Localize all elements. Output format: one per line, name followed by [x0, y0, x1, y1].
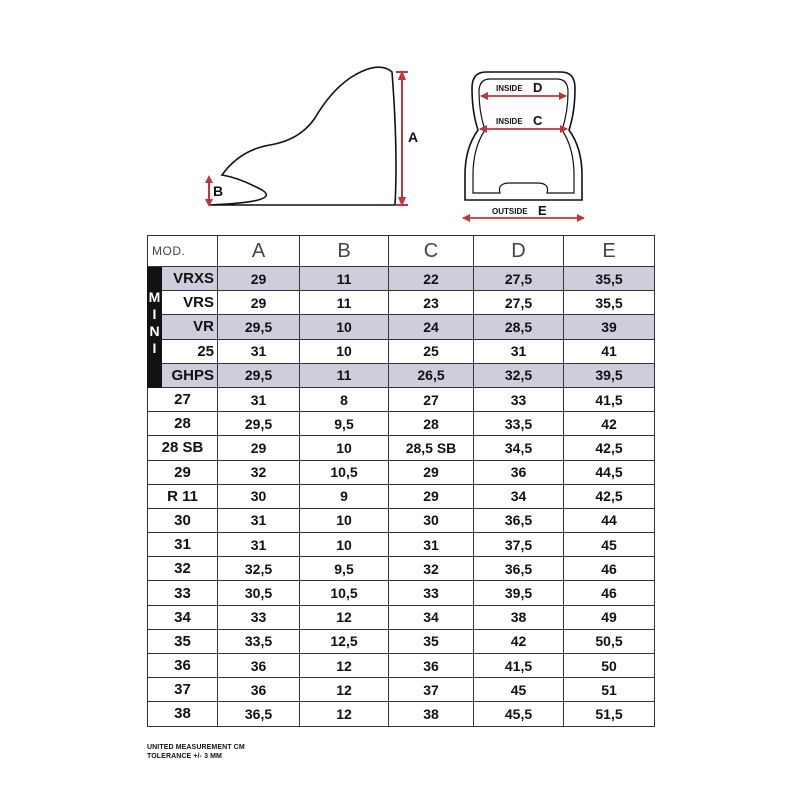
table-row [148, 412, 655, 436]
cell-a: 36,5 [218, 702, 300, 726]
table-row [148, 339, 655, 363]
table-row [148, 678, 655, 702]
cell-b: 11 [300, 267, 389, 291]
table-row [148, 533, 655, 557]
cell-a: 33,5 [218, 629, 300, 653]
cell-mod: 38 [148, 702, 218, 726]
cell-a: 31 [218, 508, 300, 532]
cell-e: 49 [564, 605, 655, 629]
cell-d: 45,5 [474, 702, 564, 726]
cell-d: 41,5 [474, 654, 564, 678]
cell-e: 42,5 [564, 484, 655, 508]
mini-group-letter: I [152, 340, 157, 356]
cell-d: 39,5 [474, 581, 564, 605]
cell-e: 42 [564, 412, 655, 436]
cell-b: 12 [300, 702, 389, 726]
cell-mod: 27 [148, 387, 218, 411]
dimension-e-prefix: OUTSIDE [492, 207, 528, 216]
table-row [148, 436, 655, 460]
cell-mod: 33 [148, 581, 218, 605]
cell-e: 41,5 [564, 387, 655, 411]
cell-d: 42 [474, 629, 564, 653]
cell-c: 34 [389, 605, 474, 629]
cell-e: 35,5 [564, 291, 655, 315]
cell-mod: 25 [162, 339, 218, 363]
cell-d: 28,5 [474, 315, 564, 339]
seat-side-outline [210, 67, 396, 205]
cell-e: 44 [564, 508, 655, 532]
table-row [148, 508, 655, 532]
cell-a: 31 [218, 533, 300, 557]
cell-e: 39 [564, 315, 655, 339]
cell-e: 46 [564, 557, 655, 581]
table-row [148, 484, 655, 508]
header-d: D [474, 236, 564, 267]
mini-group-letter: N [149, 323, 160, 339]
dimension-d-label: D [533, 80, 543, 95]
cell-c: 30 [389, 508, 474, 532]
header-c: C [389, 236, 474, 267]
seat-size-table [147, 235, 655, 727]
cell-b: 11 [300, 363, 389, 387]
dimension-c-prefix: INSIDE [496, 117, 523, 126]
cell-d: 33 [474, 387, 564, 411]
cell-d: 32,5 [474, 363, 564, 387]
cell-c: 31 [389, 533, 474, 557]
cell-b: 12,5 [300, 629, 389, 653]
header-a: A [218, 236, 300, 267]
cell-d: 38 [474, 605, 564, 629]
cell-mod: VRXS [162, 267, 218, 291]
cell-mod: 31 [148, 533, 218, 557]
cell-d: 34 [474, 484, 564, 508]
dimension-e-label: E [538, 203, 547, 218]
cell-d: 27,5 [474, 291, 564, 315]
table-row [148, 315, 655, 339]
cell-mod: 28 [148, 412, 218, 436]
footnote [147, 743, 245, 761]
cell-e: 44,5 [564, 460, 655, 484]
seat-diagrams [0, 0, 800, 230]
cell-b: 9 [300, 484, 389, 508]
side-view-diagram [205, 67, 418, 207]
cell-a: 30 [218, 484, 300, 508]
mini-group-letter: I [152, 306, 157, 322]
cell-b: 9,5 [300, 557, 389, 581]
cell-b: 10 [300, 533, 389, 557]
table-row [148, 291, 655, 315]
mini-group-letter: M [148, 289, 161, 305]
cell-b: 9,5 [300, 412, 389, 436]
cell-b: 10 [300, 315, 389, 339]
header-e: E [564, 236, 655, 267]
cell-c: 28 [389, 412, 474, 436]
dimension-a-label: A [408, 129, 419, 145]
table-row [148, 557, 655, 581]
cell-mod: 32 [148, 557, 218, 581]
cell-c: 22 [389, 267, 474, 291]
cell-c: 29 [389, 484, 474, 508]
cell-b: 12 [300, 605, 389, 629]
cell-c: 33 [389, 581, 474, 605]
front-view-diagram [462, 72, 585, 222]
dimension-d-prefix: INSIDE [496, 84, 523, 93]
table-row [148, 460, 655, 484]
cell-mod: 30 [148, 508, 218, 532]
cell-c: 38 [389, 702, 474, 726]
cell-mod: 37 [148, 678, 218, 702]
cell-a: 29,5 [218, 363, 300, 387]
cell-c: 35 [389, 629, 474, 653]
cell-e: 51 [564, 678, 655, 702]
cell-mod: 29 [148, 460, 218, 484]
cell-a: 36 [218, 654, 300, 678]
table-row [148, 581, 655, 605]
cell-c: 24 [389, 315, 474, 339]
cell-b: 10 [300, 339, 389, 363]
cell-d: 31 [474, 339, 564, 363]
cell-c: 27 [389, 387, 474, 411]
dimension-b-label: B [213, 183, 224, 199]
cell-d: 36,5 [474, 557, 564, 581]
dimension-d-arrow-right [559, 92, 567, 100]
cell-e: 51,5 [564, 702, 655, 726]
cell-mod: VRS [162, 291, 218, 315]
table-row [148, 267, 655, 291]
cell-c: 23 [389, 291, 474, 315]
table-row [148, 387, 655, 411]
cell-c: 28,5 SB [389, 436, 474, 460]
cell-b: 11 [300, 291, 389, 315]
cell-b: 10,5 [300, 581, 389, 605]
cell-d: 36,5 [474, 508, 564, 532]
cell-e: 45 [564, 533, 655, 557]
table-row [148, 605, 655, 629]
cell-d: 34,5 [474, 436, 564, 460]
cell-a: 29 [218, 436, 300, 460]
table-row [148, 363, 655, 387]
cell-d: 45 [474, 678, 564, 702]
header-b: B [300, 236, 389, 267]
table-row [148, 629, 655, 653]
cell-e: 50 [564, 654, 655, 678]
cell-c: 29 [389, 460, 474, 484]
cell-e: 39,5 [564, 363, 655, 387]
dimension-c-arrow-right [560, 125, 568, 133]
cell-c: 25 [389, 339, 474, 363]
cell-d: 37,5 [474, 533, 564, 557]
cell-a: 30,5 [218, 581, 300, 605]
table-row [148, 702, 655, 726]
table-body [148, 267, 655, 727]
footnote-tolerance: TOLERANCE +/- 3 MM [147, 753, 222, 760]
header-mod: MOD. [148, 236, 218, 267]
cell-c: 36 [389, 654, 474, 678]
cell-b: 8 [300, 387, 389, 411]
cell-a: 31 [218, 339, 300, 363]
cell-b: 10 [300, 508, 389, 532]
cell-a: 29 [218, 291, 300, 315]
dimension-b-arrow-top [205, 175, 213, 183]
cell-a: 29 [218, 267, 300, 291]
cell-e: 50,5 [564, 629, 655, 653]
dimension-e-arrow-left [462, 214, 470, 222]
cell-a: 29,5 [218, 412, 300, 436]
cell-c: 37 [389, 678, 474, 702]
dimension-e-arrow-right [577, 214, 585, 222]
cell-mod: GHPS [162, 363, 218, 387]
cell-d: 36 [474, 460, 564, 484]
cell-e: 35,5 [564, 267, 655, 291]
dimension-c-arrow-left [479, 125, 487, 133]
cell-a: 29,5 [218, 315, 300, 339]
table-header-row [148, 236, 655, 267]
cell-e: 41 [564, 339, 655, 363]
cell-b: 12 [300, 678, 389, 702]
dimension-c-label: C [533, 113, 543, 128]
cell-mod: 35 [148, 629, 218, 653]
dimension-d-arrow-left [480, 92, 488, 100]
cell-mod: 34 [148, 605, 218, 629]
cell-b: 10 [300, 436, 389, 460]
cell-mod: 28 SB [148, 436, 218, 460]
cell-c: 26,5 [389, 363, 474, 387]
cell-a: 32,5 [218, 557, 300, 581]
cell-mod: 36 [148, 654, 218, 678]
cell-mod: VR [162, 315, 218, 339]
cell-b: 10,5 [300, 460, 389, 484]
cell-e: 46 [564, 581, 655, 605]
cell-mod: R 11 [148, 484, 218, 508]
cell-d: 27,5 [474, 267, 564, 291]
cell-a: 36 [218, 678, 300, 702]
footnote-units: UNITED MEASUREMENT CM [147, 744, 245, 751]
table-row [148, 654, 655, 678]
cell-a: 32 [218, 460, 300, 484]
mini-group-label [148, 267, 162, 388]
cell-d: 33,5 [474, 412, 564, 436]
cell-a: 31 [218, 387, 300, 411]
cell-e: 42,5 [564, 436, 655, 460]
cell-a: 33 [218, 605, 300, 629]
cell-b: 12 [300, 654, 389, 678]
cell-c: 32 [389, 557, 474, 581]
